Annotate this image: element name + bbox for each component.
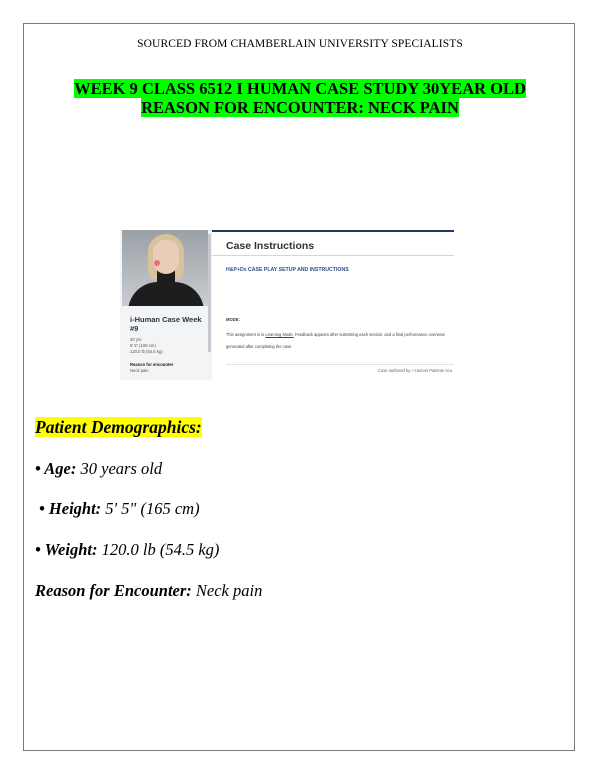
encounter-reason-label: Reason for Encounter: bbox=[35, 581, 192, 600]
sidebar-scrollbar[interactable] bbox=[208, 234, 211, 352]
panel-title: Case Instructions bbox=[226, 240, 315, 252]
divider bbox=[226, 364, 454, 365]
height-label: Height: bbox=[48, 499, 102, 518]
title-line-1: WEEK 9 CLASS 6512 I HUMAN CASE STUDY 30YEAR OLD bbox=[74, 79, 526, 98]
weight-label: Weight: bbox=[44, 540, 98, 559]
demographics-heading: Patient Demographics: bbox=[35, 417, 202, 437]
page-border bbox=[23, 23, 575, 751]
case-screenshot bbox=[120, 230, 454, 380]
patient-avatar bbox=[122, 230, 208, 306]
top-bar bbox=[212, 230, 454, 232]
title-line-2: REASON FOR ENCOUNTER: NECK PAIN bbox=[141, 98, 459, 117]
patient-height-line: 5' 5" (165 cm) bbox=[130, 343, 156, 348]
instructions-panel bbox=[212, 230, 454, 380]
page-title bbox=[0, 79, 600, 117]
learning-mode-link[interactable]: Learning Mode. bbox=[265, 332, 294, 337]
patient-age-line: 30 y/o bbox=[130, 337, 142, 342]
panel-subtitle: H&P+Dx CASE PLAY SETUP AND INSTRUCTIONS bbox=[226, 267, 349, 273]
divider bbox=[212, 255, 454, 256]
case-name: i-Human Case Week #9 bbox=[130, 315, 202, 333]
patient-weight-line: 120.0 lb (54.5 kg) bbox=[130, 349, 163, 354]
height-value: 5' 5" (165 cm) bbox=[105, 499, 200, 518]
mode-text-line-2: generated after completing the case. bbox=[226, 344, 293, 349]
patient-sidebar bbox=[120, 230, 212, 380]
source-line: SOURCED FROM CHAMBERLAIN UNIVERSITY SPECIALISTS bbox=[137, 38, 463, 50]
case-author: Case authored by: i-Human Patients Aca bbox=[377, 368, 452, 373]
age-value: 30 years old bbox=[80, 459, 163, 478]
weight-line: • Weight: 120.0 lb (54.5 kg) bbox=[35, 540, 220, 559]
encounter-reason-value: Neck pain bbox=[195, 581, 263, 600]
reason-line bbox=[35, 581, 262, 601]
age-label: Age: bbox=[44, 459, 77, 478]
reason-label: Reason for encounter bbox=[130, 362, 174, 367]
mode-text: This assignment is in Learning Mode. Feedback appears after submitting each section, and a final performance overview bbox=[226, 332, 445, 337]
weight-value: 120.0 lb (54.5 kg) bbox=[101, 540, 220, 559]
age-line: • Age: 30 years old bbox=[35, 459, 163, 478]
mode-label: MODE: bbox=[226, 317, 240, 322]
reason-value: Neck pain bbox=[130, 368, 149, 373]
height-line: • Height: 5' 5" (165 cm) bbox=[39, 499, 200, 518]
